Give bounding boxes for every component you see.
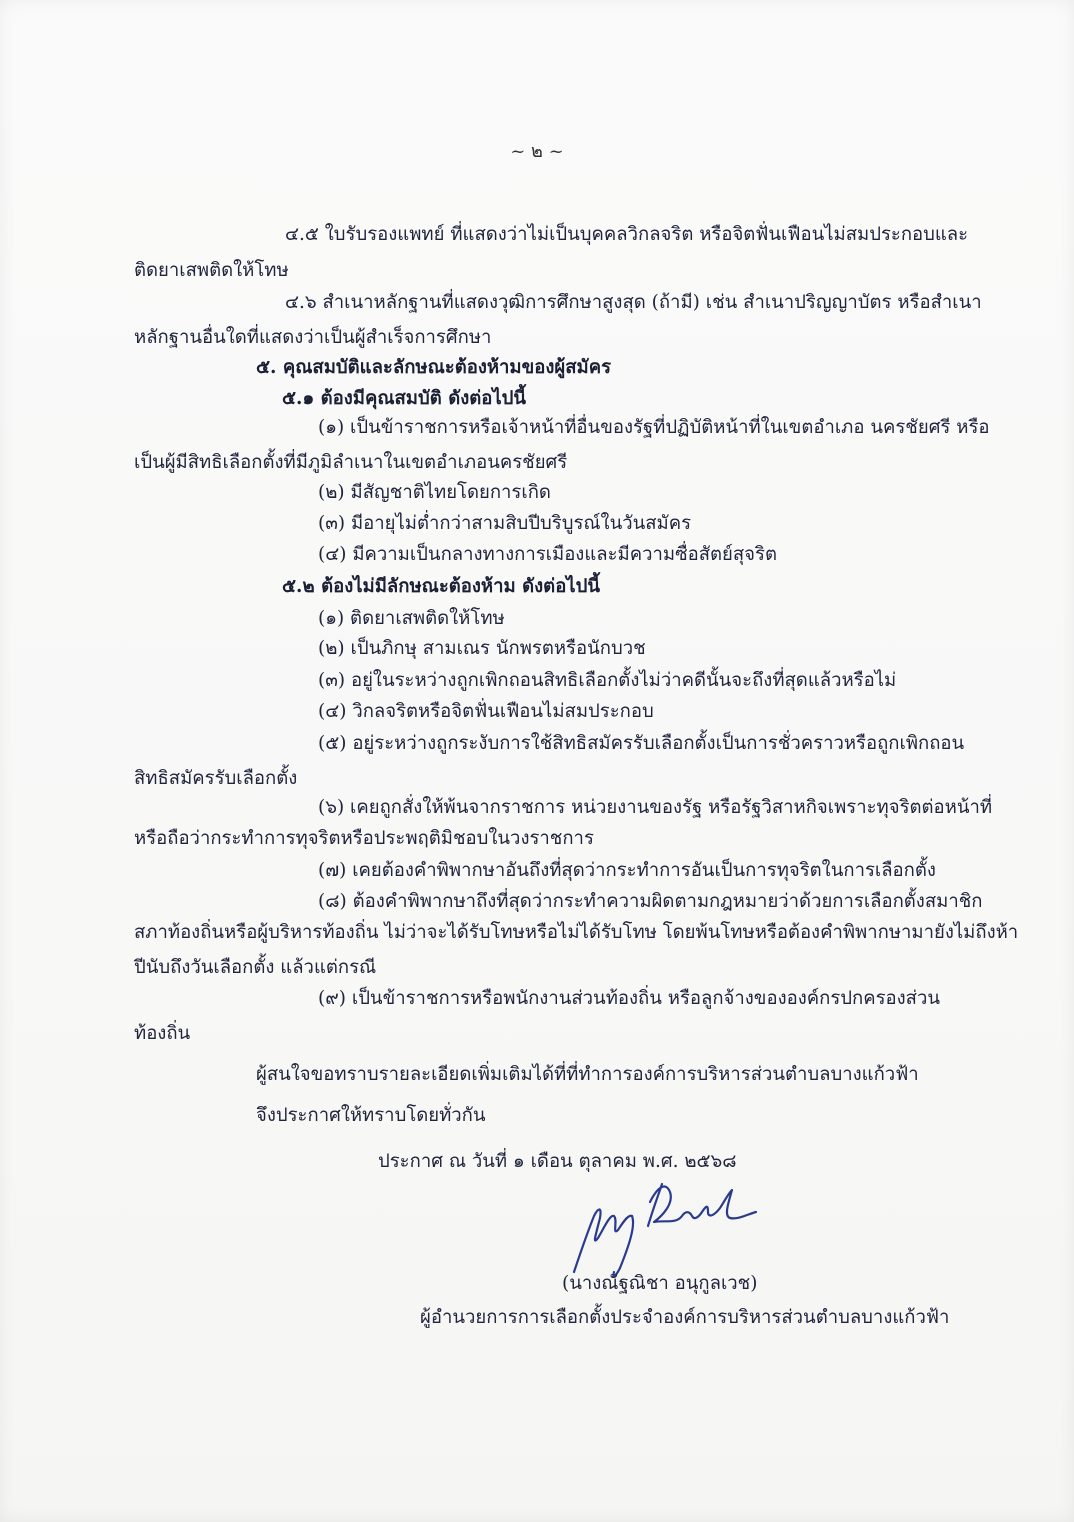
item-5-2-4: (๔) วิกลจริตหรือจิตฟั่นเฟือนไม่สมประกอบ: [318, 701, 654, 722]
handwritten-signature: [562, 1176, 762, 1281]
announce-line: จึงประกาศให้ทราบโดยทั่วกัน: [256, 1105, 486, 1126]
item-5-2-7: (๗) เคยต้องคำพิพากษาอันถึงที่สุดว่ากระทำการอันเป็นการทุจริตในการเลือกตั้ง: [318, 860, 936, 881]
item-5-2-5-line1: (๕) อยู่ระหว่างถูกระงับการใช้สิทธิสมัครรับเลือกตั้งเป็นการชั่วคราวหรือถูกเพิกถอน: [318, 733, 965, 754]
item-5-1-4: (๔) มีความเป็นกลางทางการเมืองและมีความซื่อสัตย์สุจริต: [318, 544, 777, 565]
item-5-2-2: (๒) เป็นภิกษุ สามเณร นักพรตหรือนักบวช: [318, 638, 646, 659]
signer-position: ผู้อำนวยการการเลือกตั้งประจำองค์การบริหารส่วนตำบลบางแก้วฟ้า: [420, 1307, 950, 1328]
item-4-5-line1: ๔.๕ ใบรับรองแพทย์ ที่แสดงว่าไม่เป็นบุคคลวิกลจริต หรือจิตฟั่นเฟือนไม่สมประกอบและ: [285, 224, 969, 245]
item-5-2-6-line2: หรือถือว่ากระทำการทุจริตหรือประพฤติมิชอบในวงราชการ: [134, 828, 594, 849]
item-5-2-1: (๑) ติดยาเสพติดให้โทษ: [318, 608, 505, 629]
contact-line: ผู้สนใจขอทราบรายละเอียดเพิ่มเติมได้ที่ที่ทำการองค์การบริหารส่วนตำบลบางแก้วฟ้า: [256, 1064, 919, 1085]
item-5-2-8-line2: สภาท้องถิ่นหรือผู้บริหารท้องถิ่น ไม่ว่าจะได้รับโทษหรือไม่ได้รับโทษ โดยพ้นโทษหรือต้องคำพิพากษามายังไม่ถึงห้า: [134, 922, 1019, 943]
item-5-1-2: (๒) มีสัญชาติไทยโดยการเกิด: [318, 482, 551, 503]
item-5-2-8-line1: (๘) ต้องคำพิพากษาถึงที่สุดว่ากระทำความผิดตามกฎหมายว่าด้วยการเลือกตั้งสมาชิก: [318, 891, 983, 912]
section-5-1-heading: ๕.๑ ต้องมีคุณสมบัติ ดังต่อไปนี้: [282, 388, 527, 409]
item-5-2-8-line3: ปีนับถึงวันเลือกตั้ง แล้วแต่กรณี: [134, 957, 377, 978]
signer-name: (นางณัฐณิชา อนุกูลเวช): [562, 1273, 758, 1294]
item-5-1-3: (๓) มีอายุไม่ต่ำกว่าสามสิบปีบริบูรณ์ในวันสมัคร: [318, 513, 692, 534]
section-5-2-heading: ๕.๒ ต้องไม่มีลักษณะต้องห้าม ดังต่อไปนี้: [282, 576, 601, 597]
item-4-5-line2: ติดยาเสพติดให้โทษ: [134, 260, 289, 281]
item-5-2-5-line2: สิทธิสมัครรับเลือกตั้ง: [134, 768, 298, 789]
item-5-1-1-line2: เป็นผู้มีสิทธิเลือกตั้งที่มีภูมิลำเนาในเขตอำเภอนครชัยศรี: [134, 452, 568, 473]
item-5-1-1-line1: (๑) เป็นข้าราชการหรือเจ้าหน้าที่อื่นของรัฐที่ปฏิบัติหน้าที่ในเขตอำเภอ นครชัยศรี หรือ: [318, 417, 990, 438]
item-4-6-line2: หลักฐานอื่นใดที่แสดงว่าเป็นผู้สำเร็จการศึกษา: [134, 327, 492, 348]
item-5-2-9-line2: ท้องถิ่น: [134, 1023, 191, 1044]
announcement-date: ประกาศ ณ วันที่ ๑ เดือน ตุลาคม พ.ศ. ๒๕๖๘: [378, 1151, 737, 1172]
item-4-6-line1: ๔.๖ สำเนาหลักฐานที่แสดงวุฒิการศึกษาสูงสุด (ถ้ามี) เช่น สำเนาปริญญาบัตร หรือสำเนา: [285, 292, 982, 313]
item-5-2-6-line1: (๖) เคยถูกสั่งให้พ้นจากราชการ หน่วยงานของรัฐ หรือรัฐวิสาหกิจเพราะทุจริตต่อหน้าที่: [318, 797, 993, 818]
item-5-2-9-line1: (๙) เป็นข้าราชการหรือพนักงานส่วนท้องถิ่น หรือลูกจ้างขององค์กรปกครองส่วน: [318, 988, 940, 1009]
item-5-2-3: (๓) อยู่ในระหว่างถูกเพิกถอนสิทธิเลือกตั้งไม่ว่าคดีนั้นจะถึงที่สุดแล้วหรือไม่: [318, 670, 897, 691]
section-5-heading: ๕. คุณสมบัติและลักษณะต้องห้ามของผู้สมัคร: [256, 357, 612, 378]
page-number: ~ ๒ ~: [510, 141, 564, 162]
